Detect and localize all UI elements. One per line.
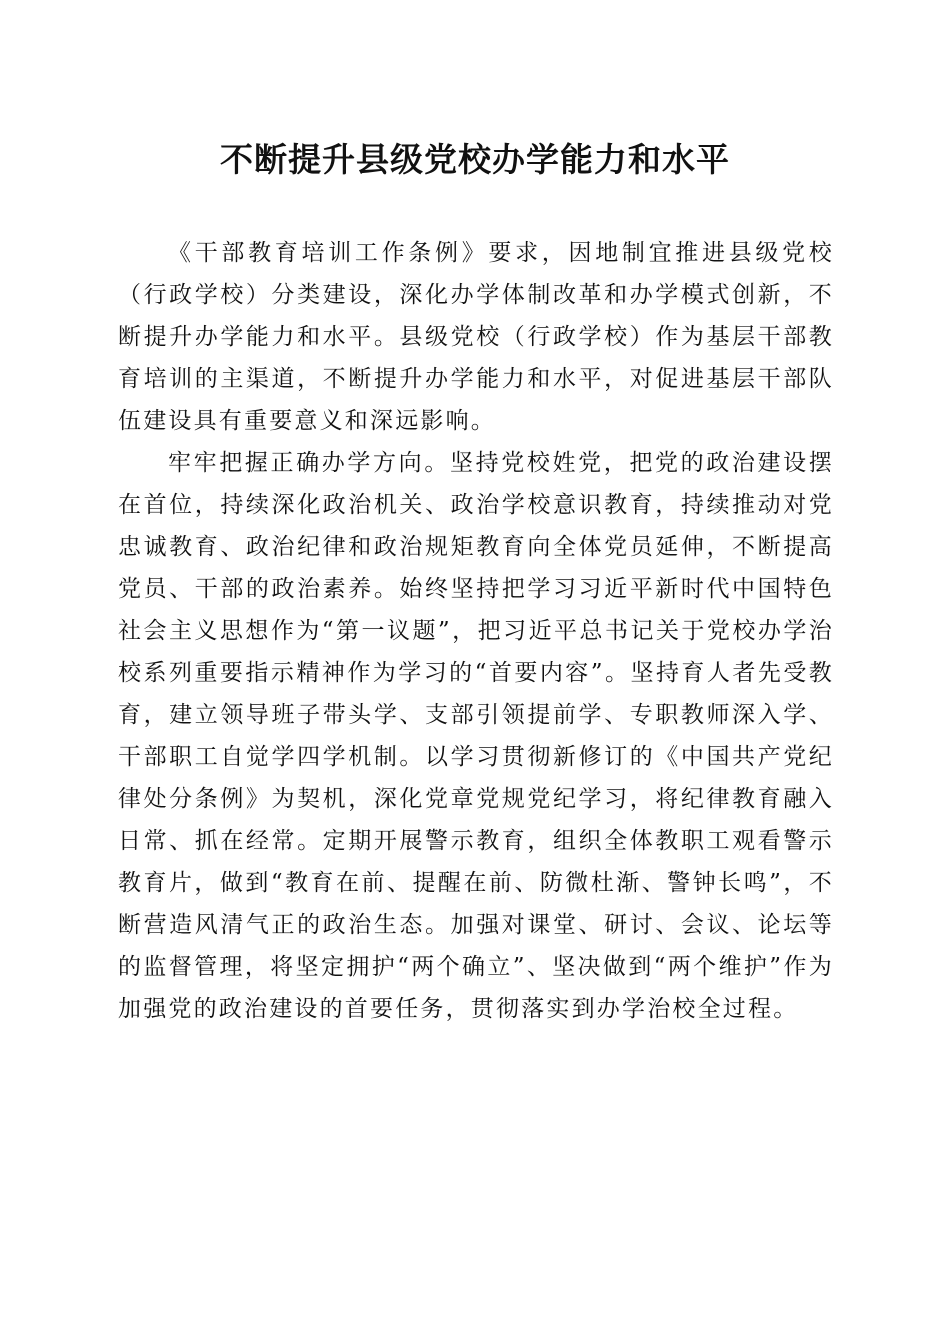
document-body [118,232,834,1030]
document-title: 不断提升县级党校办学能力和水平 [220,140,730,179]
paragraph-direction: 牢牢把握正确办学方向。坚持党校姓党，把党的政治建设摆在首位，持续深化政治机关、政治学校意识教育，持续推动对党忠诚教育、政治纪律和政治规矩教育向全体党员延伸，不断提高党员、干部的政治素养。始终坚持把学习习近平新时代中国特色社会主义思想作为“第一议题”，把习近平总书记关于党校办学治校系列重要指示精神作为学习的“首要内容”。坚持育人者先受教育，建立领导班子带头学、支部引领提前学、专职教师深入学、干部职工自觉学四学机制。以学习贯彻新修订的《中国共产党纪律处分条例》为契机，深化党章党规党纪学习，将纪律教育融入日常、抓在经常。定期开展警示教育，组织全体教职工观看警示教育片，做到“教育在前、提醒在前、防微杜渐、警钟长鸣”，不断营造风清气正的政治生态。加强对课堂、研讨、会议、论坛等的监督管理，将坚定拥护“两个确立”、坚决做到“两个维护”作为加强党的政治建设的首要任务，贯彻落实到办学治校全过程。 [118,450,834,1022]
paragraph-intro: 《干部教育培训工作条例》要求，因地制宜推进县级党校（行政学校）分类建设，深化办学体制改革和办学模式创新，不断提升办学能力和水平。县级党校（行政学校）作为基层干部教育培训的主渠道，不断提升办学能力和水平，对促进基层干部队伍建设具有重要意义和深远影响。 [118,240,834,434]
